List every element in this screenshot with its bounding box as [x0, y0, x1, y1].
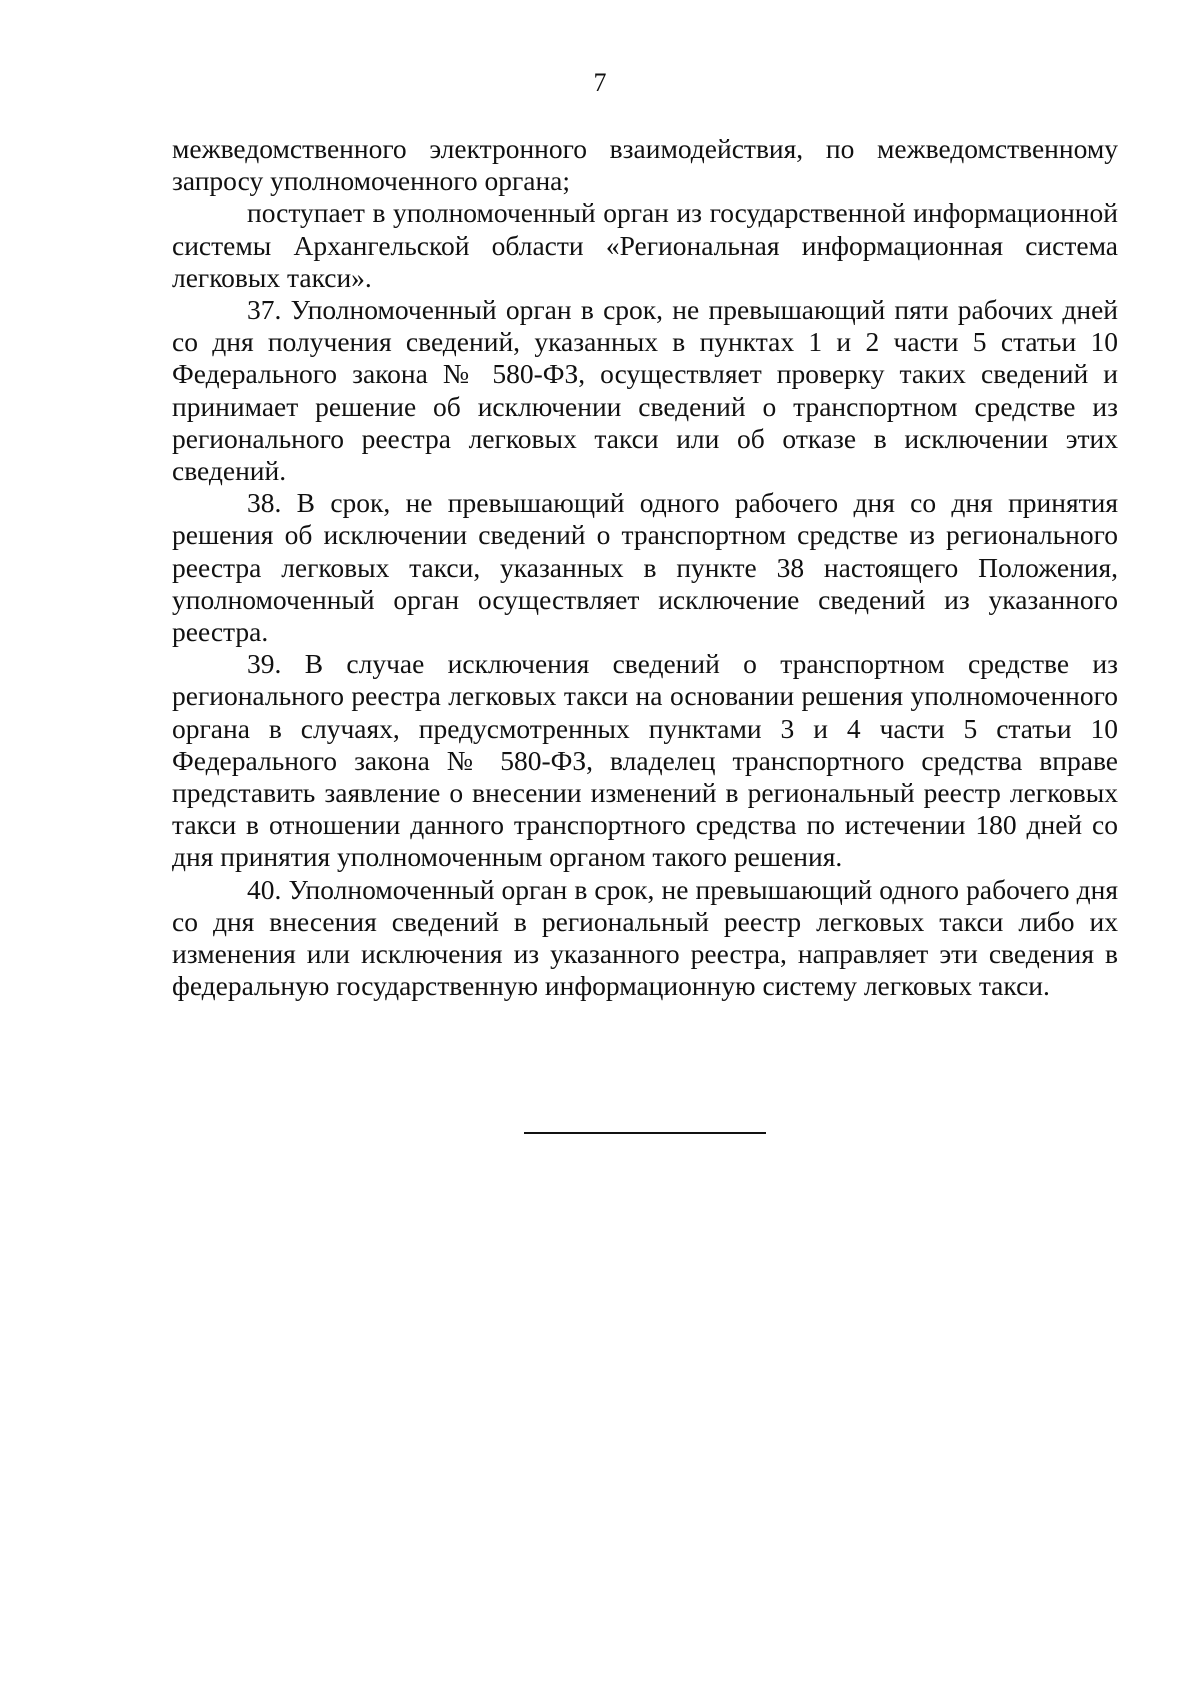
page-number: 7 [593, 68, 607, 97]
paragraph-40: 40. Уполномоченный орган в срок, не превышающий одного рабочего дня со дня внесения сведений в региональный реестр легковых такси либо их изменения или исключения из указанного реестра, направляет эти сведения в федеральную государственную информационную систему легковых такси. [172, 873, 1118, 1002]
paragraph-source: поступает в уполномоченный орган из государственной информационной системы Архангельской области «Региональная информационная система легковых такси». [172, 197, 1118, 293]
document-body [172, 133, 1118, 1002]
paragraph-39: 39. В случае исключения сведений о транспортном средстве из регионального реестра легковых такси на основании решения уполномоченного органа в случаях, предусмотренных пунктами 3 и 4 части 5 статьи 10 Федерального закона № 580-ФЗ, владелец транспортного средства вправе представить заявление о внесении изменений в региональный реестр легковых такси в отношении данного транспортного средства по истечении 180 дней со дня принятия уполномоченным органом такого решения. [172, 648, 1118, 873]
end-of-document-rule [524, 1132, 766, 1134]
paragraph-continuation: межведомственного электронного взаимодействия, по межведомственному запросу уполномоченного органа; [172, 133, 1118, 197]
paragraph-38: 38. В срок, не превышающий одного рабочего дня со дня принятия решения об исключении сведений о транспортном средстве из регионального реестра легковых такси, указанных в пункте 38 настоящего Положения, уполномоченный орган осуществляет исключение сведений из указанного реестра. [172, 487, 1118, 648]
paragraph-37: 37. Уполномоченный орган в срок, не превышающий пяти рабочих дней со дня получения сведений, указанных в пунктах 1 и 2 части 5 статьи 10 Федерального закона № 580-ФЗ, осуществляет проверку таких сведений и принимает решение об исключении сведений о транспортном средстве из регионального реестра легковых такси или об отказе в исключении этих сведений. [172, 294, 1118, 487]
